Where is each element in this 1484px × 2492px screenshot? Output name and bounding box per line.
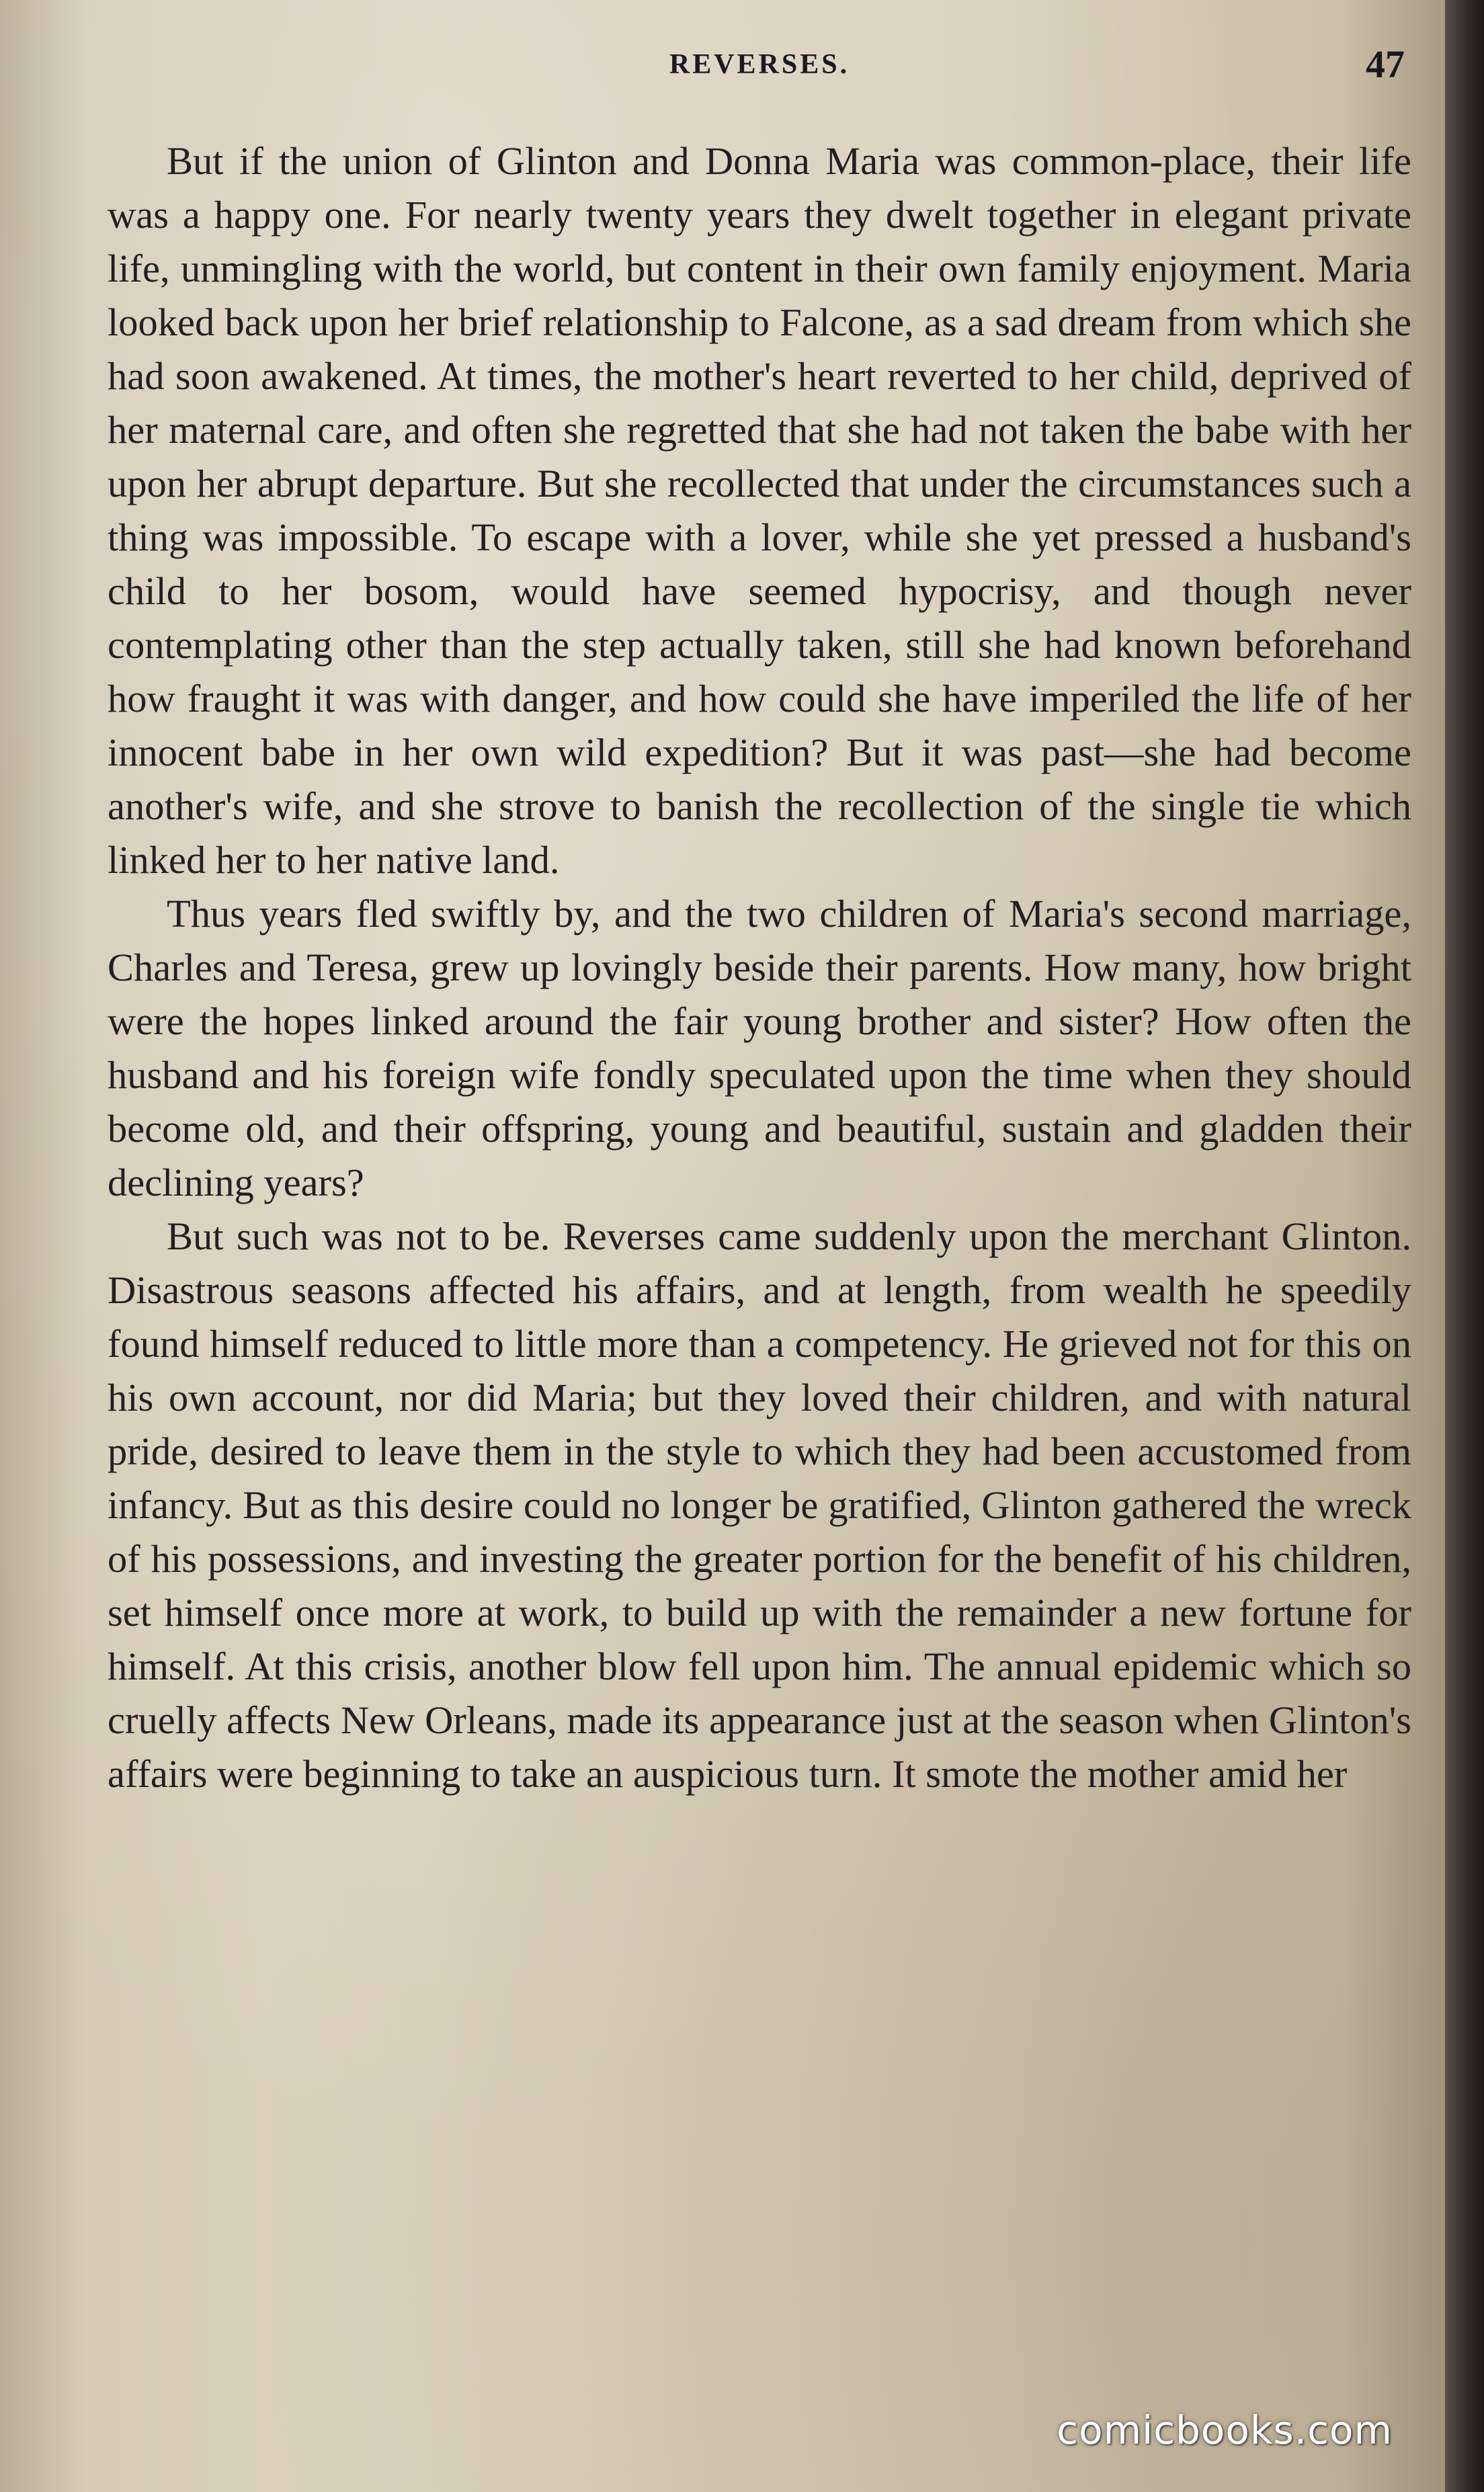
watermark: comicbooks.com <box>1057 2407 1393 2453</box>
paragraph: But if the union of Glinton and Donna Maria was common-place, their life was a happy one. For nearly twenty years they dwelt together in elegant private life, unmingling with the world, but content in their own family enjoyment. Maria looked back upon her brief relationship to Falcone, as a sad dream from which she had soon awakened. At times, the mother's heart reverted to her child, deprived of her maternal care, and often she regretted that she had not taken the babe with her upon her abrupt departure. But she recollected that under the circumstances such a thing was impossible. To escape with a lover, while she yet pressed a husband's child to her bosom, would have seemed hypocrisy, and though never contemplating other than the step actually taken, still she had known beforehand how fraught it was with danger, and how could she have imperiled the life of her innocent babe in her own wild expedition? But it was past—she had become another's wife, and she strove to banish the recollection of the single tie which linked her to her native land. <box>108 139 1411 882</box>
paragraph: But such was not to be. Reverses came suddenly upon the merchant Glinton. Disastrous seasons affected his affairs, and at length, from wealth he speedily found himself reduced to little more than a competency. He grieved not for this on his own account, nor did Maria; but they loved their children, and with natural pride, desired to leave them in the style to which they had been accustomed from infancy. But as this desire could no longer be gratified, Glinton gathered the wreck of his possessions, and investing the greater portion for the benefit of his children, set himself once more at work, to build up with the remainder a new fortune for himself. At this crisis, another blow fell upon him. The annual epidemic which so cruelly affects New Orleans, made its appearance just at the season when Glinton's affairs were beginning to take an auspicious turn. It smote the mother amid her <box>108 1214 1411 1796</box>
page-edge <box>1445 0 1484 2492</box>
page-header <box>108 42 1411 95</box>
page-number: 47 <box>1366 42 1405 86</box>
running-title: REVERSES. <box>669 49 850 80</box>
paragraph: Thus years fled swiftly by, and the two children of Maria's second marriage, Charles and Teresa, grew up lovingly beside their parents. How many, how bright were the hopes linked around the fair young brother and sister? How often the husband and his foreign wife fondly speculated upon the time when they should become old, and their offspring, young and beautiful, sustain and gladden their declining years? <box>108 892 1411 1204</box>
body-text <box>108 134 1411 1801</box>
